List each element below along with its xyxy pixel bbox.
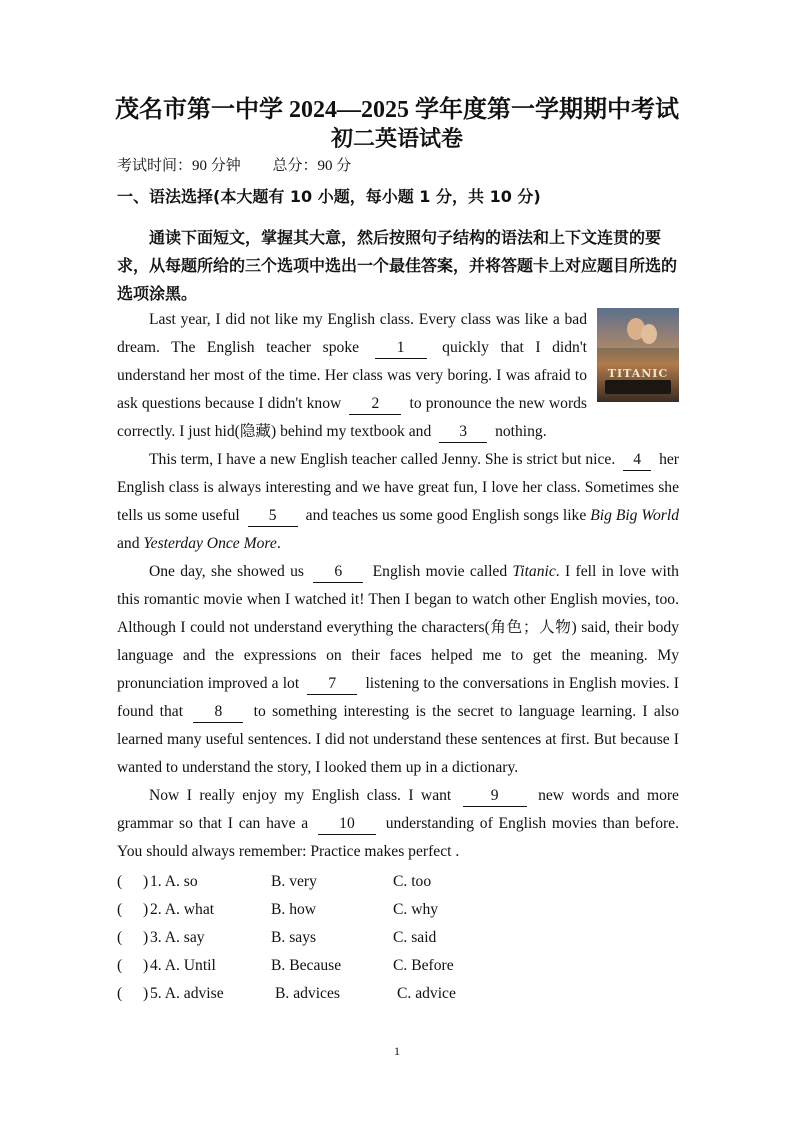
passage-paragraph-4 <box>117 782 679 866</box>
song-title: Big Big World <box>590 507 679 524</box>
option-row-1 <box>117 868 717 896</box>
blank-2: 2 <box>349 394 401 415</box>
answer-paren-close: ) <box>143 929 149 946</box>
passage-text: Last year, I did not like my English class. Every class was like a bad dream. The English teacher spoke <box>117 311 587 356</box>
passage-text: Now I really enjoy my English class. I want <box>149 787 452 804</box>
answer-paren-open[interactable]: ( <box>117 901 123 918</box>
blank-5: 5 <box>248 506 298 527</box>
blank-4: 4 <box>623 450 651 471</box>
passage-text: . I fell in love with this romantic movie when I watched it! Then I began to watch other English movies, too. Although I could not understand everything the characters(角色；人物) said, their body language and the expressions on their faces helped me to get the meaning. My pronunciation improved a lot <box>117 563 679 692</box>
passage-paragraph-3 <box>117 558 679 782</box>
song-title: Yesterday Once More <box>143 535 277 552</box>
option-a: 5. A. advise <box>150 985 224 1002</box>
poster-ship <box>605 380 671 394</box>
option-row-2 <box>117 896 717 924</box>
blank-10: 10 <box>318 814 376 835</box>
passage-paragraph-2 <box>117 446 679 558</box>
answer-options <box>117 868 717 1008</box>
blank-3: 3 <box>439 422 487 443</box>
answer-paren-close: ) <box>143 957 149 974</box>
passage-paragraph-1 <box>117 306 679 446</box>
passage-text: One day, she showed us <box>149 563 304 580</box>
option-b: B. very <box>271 873 317 890</box>
answer-paren-open[interactable]: ( <box>117 985 123 1002</box>
passage-text: listening to the conversations in English movies. I found that <box>117 675 679 720</box>
exam-meta <box>117 156 379 176</box>
passage-text: nothing. <box>495 423 547 440</box>
option-row-4 <box>117 952 717 980</box>
exam-subtitle: 初二英语试卷 <box>330 126 463 151</box>
passage-text: new words and more grammar so that I can have a <box>117 787 679 832</box>
page-number: 1 <box>394 1044 400 1058</box>
option-a: 2. A. what <box>150 901 215 918</box>
answer-paren-close: ) <box>143 901 149 918</box>
titanic-poster-image <box>597 308 679 402</box>
exam-score: 总分：90 分 <box>272 158 352 174</box>
blank-7: 7 <box>307 674 357 695</box>
passage-text: This term, I have a new English teacher called Jenny. She is strict but nice. <box>149 451 616 468</box>
option-c: C. Before <box>393 957 454 974</box>
answer-paren-open[interactable]: ( <box>117 873 123 890</box>
passage-text: quickly that I didn't understand her most of the time. Her class was very boring. I was afraid to ask questions because I didn't know <box>117 339 587 412</box>
passage-text: understanding of English movies than before. You should always remember: Practice makes perfect . <box>117 815 679 860</box>
passage-text: . <box>276 535 281 552</box>
reading-passage <box>117 306 679 866</box>
option-row-3 <box>117 924 717 952</box>
blank-8: 8 <box>193 702 243 723</box>
section-heading: 一、语法选择(本大题有 10 小题，每小题 1 分，共 10 分) <box>117 187 541 206</box>
option-b: B. advices <box>275 985 340 1002</box>
option-c: C. why <box>393 901 439 918</box>
answer-paren-open[interactable]: ( <box>117 957 123 974</box>
blank-9: 9 <box>463 786 527 807</box>
option-c: C. advice <box>397 985 456 1002</box>
blank-6: 6 <box>313 562 363 583</box>
passage-text: her English class is always interesting and we have great fun, I love her class. Sometimes she tells us some useful <box>117 451 679 524</box>
passage-text: to something interesting is the secret to language learning. I also learned many useful sentences. I did not understand these sentences at first. But because I wanted to understand the story, I looked them up in a dictionary. <box>117 703 679 776</box>
answer-paren-close: ) <box>143 985 149 1002</box>
answer-paren-close: ) <box>143 873 149 890</box>
passage-text: English movie called <box>372 563 508 580</box>
option-a: 3. A. say <box>150 929 205 946</box>
section-instruction: 通读下面短文，掌握其大意，然后按照句子结构的语法和上下文连贯的要求，从每题所给的三个选项中选出一个最佳答案，并将答题卡上对应题目所选的选项涂黑。 <box>117 228 678 303</box>
option-c: C. too <box>393 873 432 890</box>
option-b: B. says <box>271 929 317 946</box>
passage-text: to pronounce the new words correctly. I just hid(隐藏) behind my textbook and <box>117 395 588 440</box>
option-b: B. how <box>271 901 317 918</box>
option-a: 1. A. so <box>150 873 198 890</box>
exam-title: 茂名市第一中学 2024—2025 学年度第一学期期中考试 <box>115 97 679 123</box>
option-a: 4. A. Until <box>150 957 216 974</box>
poster-logo: TITANIC <box>607 367 669 380</box>
poster-figure <box>641 324 657 344</box>
option-row-5 <box>117 980 717 1008</box>
movie-title: Titanic <box>512 563 556 580</box>
option-c: C. said <box>393 929 437 946</box>
blank-1: 1 <box>375 338 427 359</box>
exam-time: 考试时间：90 分钟 <box>117 158 241 174</box>
answer-paren-open[interactable]: ( <box>117 929 123 946</box>
passage-text: and <box>117 535 140 552</box>
option-b: B. Because <box>271 957 342 974</box>
passage-text: and teaches us some good English songs like <box>305 507 587 524</box>
